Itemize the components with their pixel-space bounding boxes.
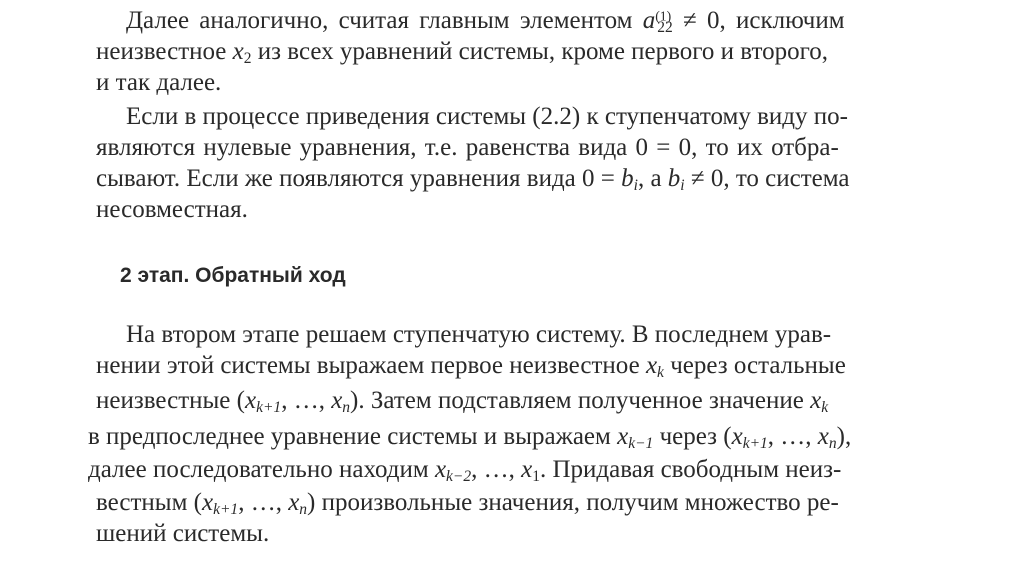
section-heading: 2 этап. Обратный ход xyxy=(120,264,346,287)
text-segment: , …, xyxy=(238,489,289,516)
math-variable: x xyxy=(288,489,300,516)
math-variable: x xyxy=(331,387,343,414)
paragraph-2-line-3 xyxy=(96,165,850,194)
math-subscript: k−2 xyxy=(446,467,472,485)
math-subscript: k−1 xyxy=(628,434,654,452)
paragraph-2-line-2: являются нулевые уравнения, т.е. равенства вида 0 = 0, то их отбра- xyxy=(96,134,839,161)
paragraph-3-line-7: шений системы. xyxy=(96,520,270,547)
math-subscript: k+1 xyxy=(213,500,239,518)
text-segment: ), xyxy=(836,423,852,450)
text-segment: сывают. Если же появляются уравнения вида 0 = xyxy=(96,165,622,192)
math-variable: x xyxy=(810,387,822,414)
math-subscript: i xyxy=(633,176,638,194)
paragraph-1-line-3: и так далее. xyxy=(96,69,222,96)
math-subscript: k+1 xyxy=(742,434,768,452)
math-subscript: 22 xyxy=(657,18,673,36)
math-variable: b xyxy=(621,165,634,192)
text-segment: в предпоследнее уравнение системы и выражаем xyxy=(88,423,618,450)
paragraph-1-line-2 xyxy=(96,38,828,67)
text-segment: через ( xyxy=(653,423,732,450)
math-variable: x xyxy=(645,352,658,379)
text-segment: , а xyxy=(637,165,668,192)
math-variable: x xyxy=(817,423,829,450)
math-subscript: 1 xyxy=(532,467,540,485)
paragraph-2-line-4: несовместная. xyxy=(96,196,248,223)
text-segment: вестным ( xyxy=(96,489,202,516)
text-segment: , …, xyxy=(471,456,522,483)
math-subscript: i xyxy=(680,176,685,194)
text-segment: ). Затем подставляем полученное значение xyxy=(350,387,811,414)
math-subscript: k xyxy=(821,398,829,416)
paragraph-3-line-4 xyxy=(88,423,852,452)
math-variable: x xyxy=(521,456,533,483)
math-subscript: k+1 xyxy=(256,398,282,416)
math-subscript: n xyxy=(299,500,308,518)
math-subscript: n xyxy=(342,398,351,416)
paragraph-3-line-3 xyxy=(96,387,829,416)
paragraph-3-line-5 xyxy=(88,456,842,485)
paragraph-1-line-1 xyxy=(126,7,845,36)
math-subscript: n xyxy=(828,434,837,452)
text-segment: , …, xyxy=(767,423,818,450)
math-variable: x xyxy=(731,423,743,450)
math-variable: x xyxy=(232,38,244,65)
paragraph-2-line-1: Если в процессе приведения системы (2.2) к ступенчатому виду по- xyxy=(126,103,848,130)
paragraph-3-line-2 xyxy=(96,352,846,381)
math-variable: b xyxy=(667,165,681,192)
text-segment: ≠ 0, то система xyxy=(684,165,850,192)
text-segment: ≠ 0, исключим xyxy=(672,7,845,34)
text-segment: , …, xyxy=(281,387,332,414)
text-segment: из всех уравнений системы, кроме первого и второго, xyxy=(251,38,828,65)
math-variable: a xyxy=(642,7,656,34)
text-segment: . Придавая свободным неиз- xyxy=(540,456,842,483)
math-variable: x xyxy=(201,489,214,516)
math-subscript: k xyxy=(657,363,664,381)
paragraph-3-line-1: На втором этапе решаем ступенчатую систему. В последнем урав- xyxy=(126,321,832,348)
text-segment: Далее аналогично, считая главным элементом xyxy=(126,7,643,34)
text-segment: неизвестные ( xyxy=(96,387,245,414)
math-subscript: 2 xyxy=(243,49,252,67)
math-variable: x xyxy=(244,387,257,414)
text-segment: далее последовательно находим xyxy=(88,456,435,483)
math-superscript: (1) xyxy=(655,8,672,24)
math-variable: x xyxy=(434,456,447,483)
paragraph-3-line-6 xyxy=(96,489,839,518)
text-segment: ) произвольные значения, получим множество ре- xyxy=(307,489,839,516)
text-segment: нении этой системы выражаем первое неизвестное xyxy=(96,352,646,379)
text-segment: через остальные xyxy=(663,352,846,379)
math-variable: x xyxy=(617,423,629,450)
math-indices xyxy=(655,8,673,36)
text-segment: неизвестное xyxy=(96,38,233,65)
